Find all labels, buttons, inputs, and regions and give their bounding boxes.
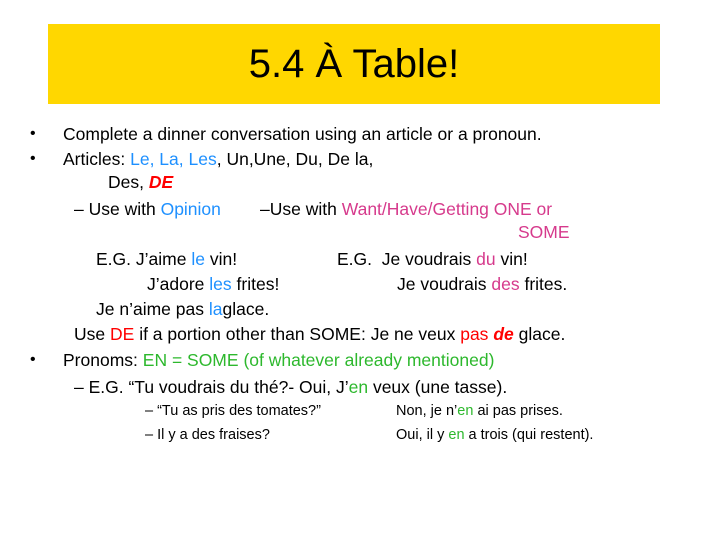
pronoms-example: – E.G. “Tu voudrais du thé?- Oui, J’en veux (une tasse). — [74, 377, 508, 397]
title-banner — [48, 24, 660, 104]
small-non: Non, je n’en ai pas prises. — [396, 403, 563, 419]
usage-line-right: –Use with Want/Have/Getting ONE or — [260, 199, 553, 219]
example-aime-pas: Je n’aime pas laglace. — [96, 299, 270, 319]
bullet-2: • — [30, 150, 36, 167]
small-tomates: – “Tu as pris des tomates?” — [145, 403, 321, 419]
usage-line: – Use with Opinion — [74, 199, 221, 219]
small-oui: Oui, il y en a trois (qui restent). — [396, 427, 594, 443]
bullet-3: • — [30, 351, 36, 368]
example-voudrais-frites: Je voudrais des frites. — [397, 274, 568, 294]
use-de-line: Use DE if a portion other than SOME: Je ne veux pas de glace. — [74, 324, 566, 344]
small-fraises: – Il y a des fraises? — [145, 427, 270, 443]
example-voudrais-vin: E.G. Je voudrais du vin! — [337, 249, 528, 269]
articles-line: Articles: Le, La, Les, Un,Une, Du, De la, — [63, 149, 374, 169]
usage-some: SOME — [518, 222, 570, 242]
pronoms-line: Pronoms: EN = SOME (of whatever already mentioned) — [63, 350, 495, 370]
example-aime: E.G. J’aime le vin! — [96, 249, 238, 269]
bullet-1: • — [30, 125, 36, 142]
intro-line: Complete a dinner conversation using an article or a pronoun. — [63, 124, 542, 144]
example-adore: J’adore les frites! — [147, 274, 280, 294]
page-title: 5.4 À Table! — [248, 41, 460, 86]
articles-line-cont: Des, DE — [108, 172, 174, 192]
